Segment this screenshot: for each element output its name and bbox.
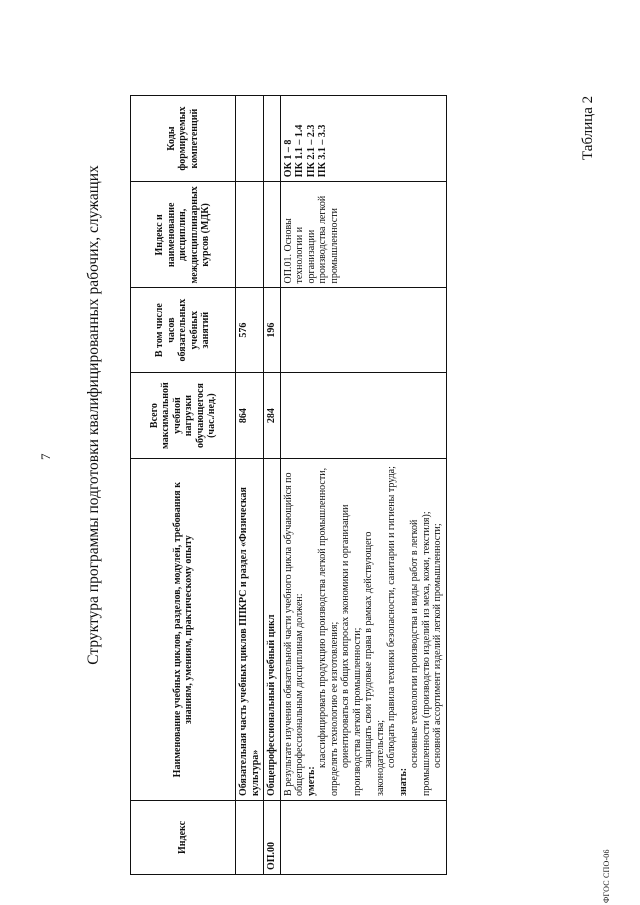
- row3-umet-item: соблюдать правила техники безопасности, санитарии и гигиены труда;: [386, 466, 397, 768]
- competency-code: ПК 1.1 – 1.4: [294, 124, 305, 178]
- page-title: Структура программы подготовки квалифицированных рабочих, служащих: [85, 165, 102, 665]
- row1-total: 864: [236, 372, 264, 459]
- page-number: 7: [38, 453, 53, 460]
- row2-index: ОП.00: [264, 800, 281, 874]
- row3-znat-label: знать:: [397, 767, 409, 796]
- row3-mdk: ОП.01. Основы технологии и организации производства легкой промышленности: [280, 182, 446, 288]
- header-index: Индекс: [131, 800, 236, 874]
- header-mdk: Индекс и наименование дисциплин, междисциплинарных курсов (МДК): [131, 182, 236, 288]
- curriculum-table: [130, 95, 640, 875]
- row3-competencies: [280, 96, 446, 182]
- row3-requirements: [280, 459, 446, 801]
- curriculum-grid: [130, 95, 447, 875]
- row3-total: [280, 372, 446, 459]
- row3-umet-item: классифицировать продукцию производства легкой промышленности, определять технологию ее изготовления;: [317, 467, 340, 796]
- row3-umet-item: защищать свои трудовые права в рамках действующего законодательства;: [363, 531, 386, 796]
- row3-index: [280, 800, 446, 874]
- row3-mandatory: [280, 288, 446, 372]
- table-row: [264, 96, 281, 875]
- header-mandatory: В том числе часов обязательных учебных занятий: [131, 288, 236, 372]
- header-total: Всего максимальной учебной нагрузки обучающегося (час./нед.): [131, 372, 236, 459]
- row1-mdk: [236, 182, 264, 288]
- row2-name: Общепрофессиональный учебный цикл: [264, 459, 281, 801]
- table-row: [236, 96, 264, 875]
- table-row: [280, 96, 446, 875]
- footer-standard-code: ФГОС СПО-06: [602, 849, 611, 903]
- row2-competencies: [264, 96, 281, 182]
- row3-intro: В результате изучения обязательной части учебного цикла обучающийся по общепрофессиональным дисциплинам должен:: [282, 472, 305, 796]
- row1-index: [236, 800, 264, 874]
- row3-umet-item: ориентироваться в общих вопросах экономики и организации производства легкой промышленности;: [340, 504, 363, 796]
- row1-competencies: [236, 96, 264, 182]
- row2-total: 284: [264, 372, 281, 459]
- row3-umet-label: уметь:: [305, 766, 317, 796]
- competency-code: ОК 1 – 8: [282, 139, 294, 178]
- competency-code: ПК 3.1 – 3.3: [317, 124, 328, 178]
- row3-znat-item: основной ассортимент изделий легкой промышленности;: [432, 523, 443, 768]
- table-label: Таблица 2: [580, 95, 596, 160]
- row1-name: Обязательная часть учебных циклов ППКРС и раздел «Физическая культура»: [236, 459, 264, 801]
- row1-mandatory: 576: [236, 288, 264, 372]
- header-competencies: Коды формируемых компетенций: [131, 96, 236, 182]
- competency-code: ПК 2.1 – 2.3: [305, 124, 317, 178]
- row2-mdk: [264, 182, 281, 288]
- header-row: [131, 96, 236, 875]
- row2-mandatory: 196: [264, 288, 281, 372]
- header-name: Наименование учебных циклов, разделов, модулей, требования к знаниям, умениям, практическому опыту: [131, 459, 236, 801]
- row3-znat-item: основные технологии производства и виды работ в легкой промышленности (производство изделий из меха, кожи, текстиля);: [409, 511, 432, 796]
